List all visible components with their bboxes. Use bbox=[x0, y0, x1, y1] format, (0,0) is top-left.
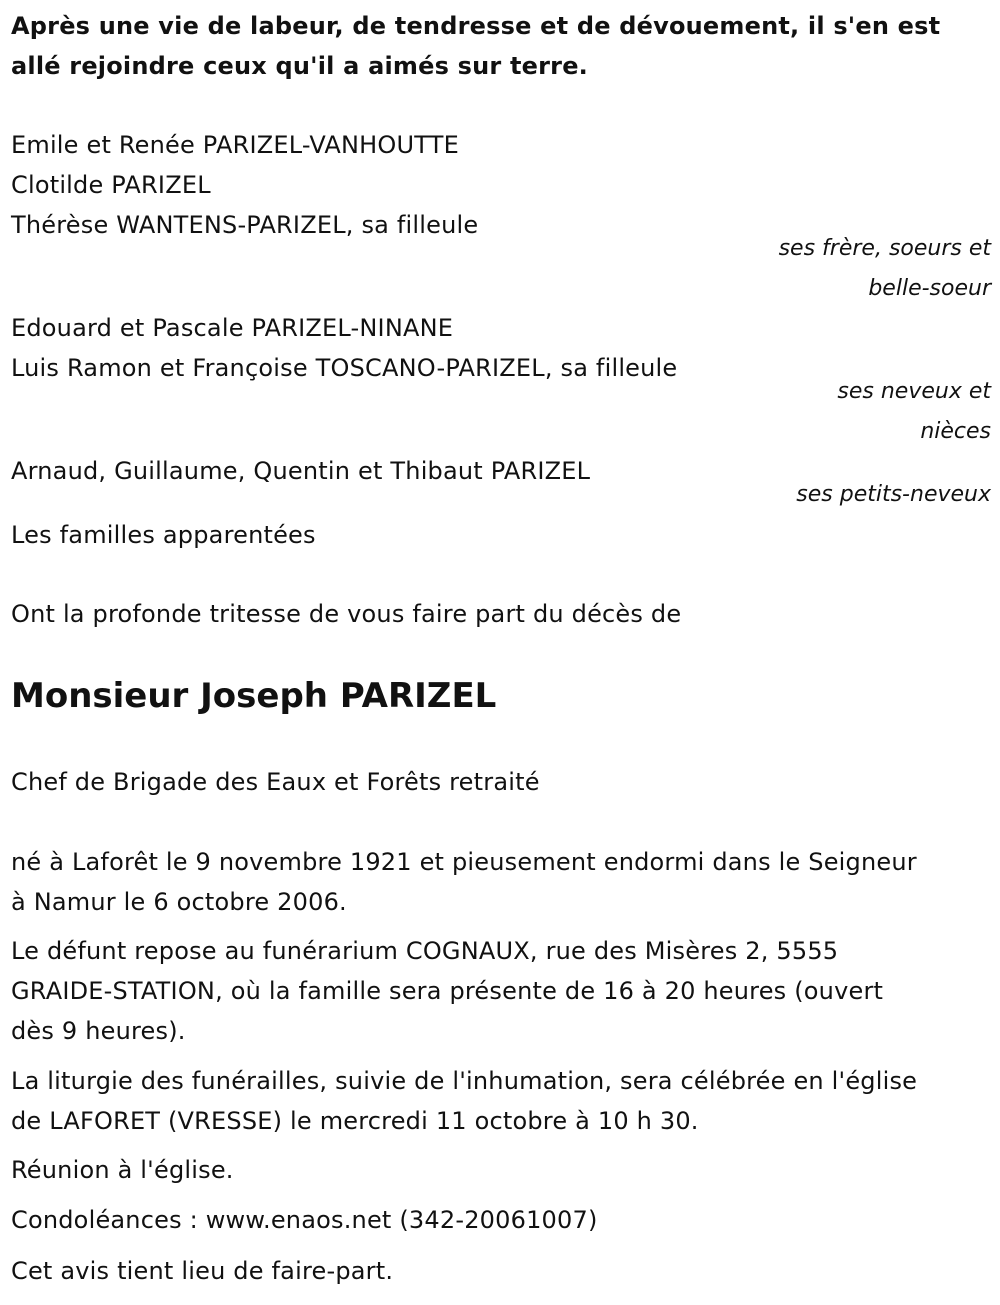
family-member: Arnaud, Guillaume, Quentin et Thibaut PARIZEL bbox=[11, 457, 591, 485]
deceased-name: Monsieur Joseph PARIZEL bbox=[11, 676, 497, 716]
condolences-text: Condoléances : www.enaos.net (342-20061007) bbox=[11, 1206, 598, 1234]
family-member: Emile et Renée PARIZEL-VANHOUTTE bbox=[11, 131, 459, 159]
family-member: Thérèse WANTENS-PARIZEL, sa filleule bbox=[11, 211, 479, 239]
funeral-home-line-2: GRAIDE-STATION, où la famille sera présente de 16 à 20 heures (ouvert bbox=[11, 977, 884, 1005]
relation-label: nièces bbox=[920, 419, 991, 444]
family-member: Edouard et Pascale PARIZEL-NINANE bbox=[11, 314, 454, 342]
liturgy-line-1: La liturgie des funérailles, suivie de l'inhumation, sera célébrée en l'église bbox=[11, 1067, 918, 1095]
deceased-title: Chef de Brigade des Eaux et Forêts retraité bbox=[11, 768, 540, 796]
liturgy-line-2: de LAFORET (VRESSE) le mercredi 11 octobre à 10 h 30. bbox=[11, 1107, 699, 1135]
birth-death-line-1: né à Laforêt le 9 novembre 1921 et pieusement endormi dans le Seigneur bbox=[11, 848, 917, 876]
notice-text: Cet avis tient lieu de faire-part. bbox=[11, 1257, 394, 1285]
birth-death-line-2: à Namur le 6 octobre 2006. bbox=[11, 888, 347, 916]
relation-label: belle-soeur bbox=[868, 276, 991, 301]
funeral-home-line-3: dès 9 heures). bbox=[11, 1017, 186, 1045]
relation-label: ses neveux et bbox=[837, 379, 991, 404]
intro-line-1: Après une vie de labeur, de tendresse et de dévouement, il s'en est bbox=[11, 12, 941, 40]
family-member: Luis Ramon et Françoise TOSCANO-PARIZEL, sa filleule bbox=[11, 354, 678, 382]
relation-label: ses petits-neveux bbox=[796, 482, 991, 507]
announcement-text: Ont la profonde tritesse de vous faire part du décès de bbox=[11, 600, 682, 628]
related-families: Les familles apparentées bbox=[11, 521, 316, 549]
family-member: Clotilde PARIZEL bbox=[11, 171, 211, 199]
funeral-home-line-1: Le défunt repose au funérarium COGNAUX, rue des Misères 2, 5555 bbox=[11, 937, 839, 965]
intro-line-2: allé rejoindre ceux qu'il a aimés sur terre. bbox=[11, 52, 588, 80]
meeting-text: Réunion à l'église. bbox=[11, 1156, 234, 1184]
relation-label: ses frère, soeurs et bbox=[778, 236, 991, 261]
